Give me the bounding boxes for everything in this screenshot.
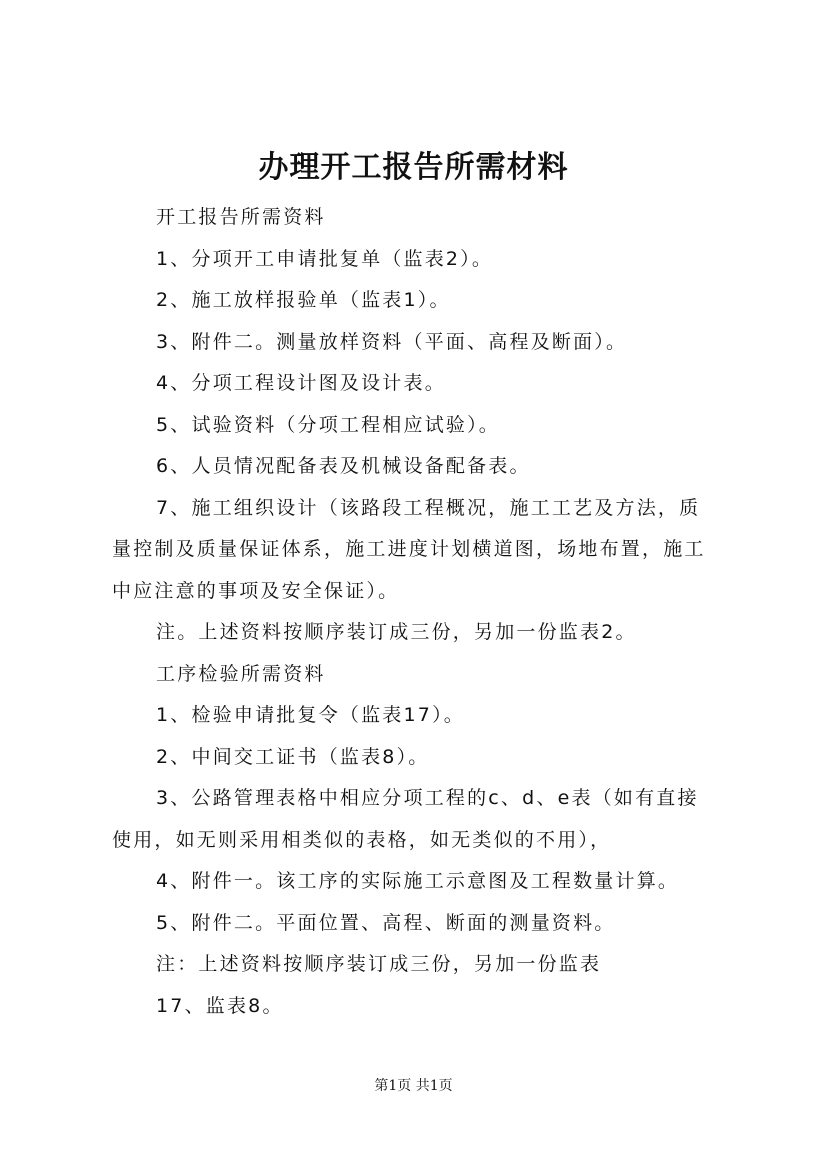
note-paragraph: 注。上述资料按顺序装订成三份，另加一份监表2。 bbox=[156, 621, 637, 643]
section-heading-start-report: 开工报告所需资料 bbox=[156, 206, 326, 228]
list-item: 1、分项开工申请批复单（监表2）。 bbox=[156, 247, 494, 270]
list-item-continuation: 使用，如无则采用相类似的表格，如无类似的不用）， bbox=[112, 828, 612, 851]
note-paragraph-continuation: 17、监表8。 bbox=[156, 994, 284, 1017]
list-item: 5、附件二。平面位置、高程、断面的测量资料。 bbox=[156, 911, 616, 934]
list-item: 7、施工组织设计（该路段工程概况，施工工艺及方法，质 bbox=[156, 496, 701, 519]
list-item: 2、施工放样报验单（监表1）。 bbox=[156, 289, 451, 311]
list-item: 3、公路管理表格中相应分项工程的c、d、e表（如有直接 bbox=[156, 787, 699, 809]
list-item: 1、检验申请批复令（监表17）。 bbox=[156, 704, 465, 726]
list-item: 3、附件二。测量放样资料（平面、高程及断面）。 bbox=[156, 330, 628, 353]
document-body bbox=[112, 197, 732, 1027]
page-footer: 第1页 共1页 bbox=[374, 1078, 453, 1094]
list-item: 4、附件一。该工序的实际施工示意图及工程数量计算。 bbox=[156, 870, 680, 892]
list-item-continuation: 量控制及质量保证体系，施工进度计划横道图，场地布置，施工 bbox=[112, 538, 706, 560]
list-item: 6、人员情况配备表及机械设备配备表。 bbox=[156, 455, 531, 477]
list-item: 2、中间交工证书（监表8）。 bbox=[156, 745, 430, 768]
list-item-continuation: 中应注意的事项及安全保证）。 bbox=[112, 579, 400, 602]
note-paragraph: 注：上述资料按顺序装订成三份，另加一份监表 bbox=[156, 953, 602, 975]
list-item: 4、分项工程设计图及设计表。 bbox=[156, 372, 446, 394]
document-title: 办理开工报告所需材料 bbox=[258, 150, 569, 185]
section-heading-inspection: 工序检验所需资料 bbox=[156, 662, 326, 685]
list-item: 5、试验资料（分项工程相应试验）。 bbox=[156, 413, 500, 436]
